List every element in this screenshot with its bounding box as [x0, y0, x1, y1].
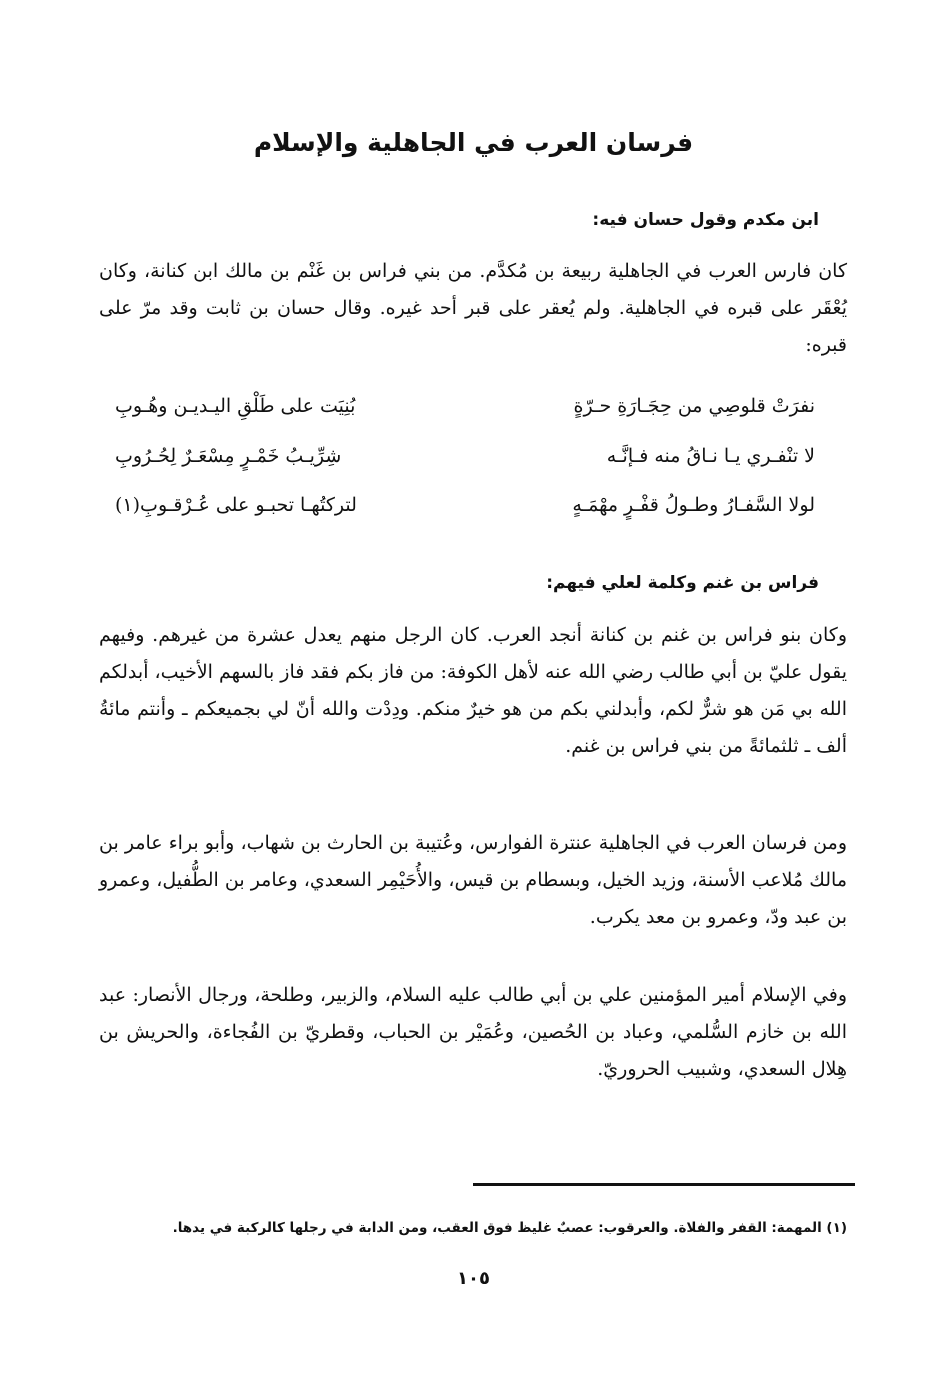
paragraph: وكان بنو فراس بن غنم بن كنانة أنجد العرب. كان الرجل منهم يعدل عشرة من غيرهم. وفيهم يقول عليّ بن أبي طالب رضي الله عنه لأهل الكوفة: من فاز بكم فقد فاز بالسهم الأخيب، أبدلكم الله بي مَن هو شرٌّ لكم، وأبدلني بكم من هو خيرٌ منكم. ودِدْت والله أنّ لي بجميعكم ـ وأنتم مائةُ ألف ـ ثلثمائةً من بني فراس بن غنم. [99, 624, 847, 757]
page-title: فرسان العرب في الجاهلية والإسلام [253, 128, 694, 157]
verse-line [115, 494, 815, 534]
verse-second-hemistich: شِرِّيـبُ خَمْـرٍ مِسْعَـرٌ لِحُـرُوبِ [115, 445, 342, 467]
verse-first-hemistich: لا تنْفـري يـا نـاقُ منه فـإنَّـه [606, 445, 815, 467]
paragraph: ومن فرسان العرب في الجاهلية عنترة الفوارس، وعُتيبة بن الحارث بن شهاب، وأبو براء عامر بن مالك مُلاعب الأسنة، وزيد الخيل، وبسطام بن قيس، والأُحَيْمِر السعدي، وعامر بن الطُّفيل، وعمرو بن عبد ودّ، وعمرو بن معد يكرب. [99, 832, 847, 928]
verse-line [115, 395, 815, 435]
verse-first-hemistich: لولا السَّفـارُ وطـولُ قفْـرٍ مهْمَـهٍ [572, 494, 815, 516]
footnote-separator [473, 1183, 855, 1186]
verse-first-hemistich: نفرَتْ قلوصِي من حِجَـارَةِ حـرّةٍ [573, 395, 815, 417]
page-number: ١٠٥ [457, 1268, 490, 1289]
paragraph: وفي الإسلام أمير المؤمنين علي بن أبي طالب عليه السلام، والزبير، وطلحة، ورجال الأنصار: عبد الله بن خازم السُّلمي، وعباد بن الحُصين، وعُمَيْر بن الحباب، وقطريّ بن الفُجاءة، والحريش بن هِلال السعدي، وشبيب الحروريّ. [99, 984, 848, 1080]
verse-second-hemistich: بُنِيَت على طَلْقِ اليـديـن وهُـوبِ [115, 395, 356, 417]
footnote: (١) المهمة: القفر والفلاة. والعرقوب: عصبٌ غليظ فوق العقب، ومن الدابة في رجلها كالركبة في يدها. [172, 1220, 847, 1236]
verse-line [115, 445, 815, 485]
paragraph: كان فارس العرب في الجاهلية ربيعة بن مُكدَّم. من بني فراس بن غَنْم بن مالك ابن كنانة، وكان يُعْقَر على قبره في الجاهلية. ولم يُعقر على قبر أحد غيره. وقال حسان بن ثابت وقد مرّ على قبره: [99, 260, 847, 356]
section-heading-ibn-mukaddam: ابن مكدم وقول حسان فيه: [592, 210, 819, 230]
section-heading-firas-bin-ghanm: فراس بن غنم وكلمة لعلي فيهم: [546, 573, 819, 593]
verse-second-hemistich: لتركتُهـا تحبـو على عُـرْقـوبِ(١) [115, 494, 357, 516]
